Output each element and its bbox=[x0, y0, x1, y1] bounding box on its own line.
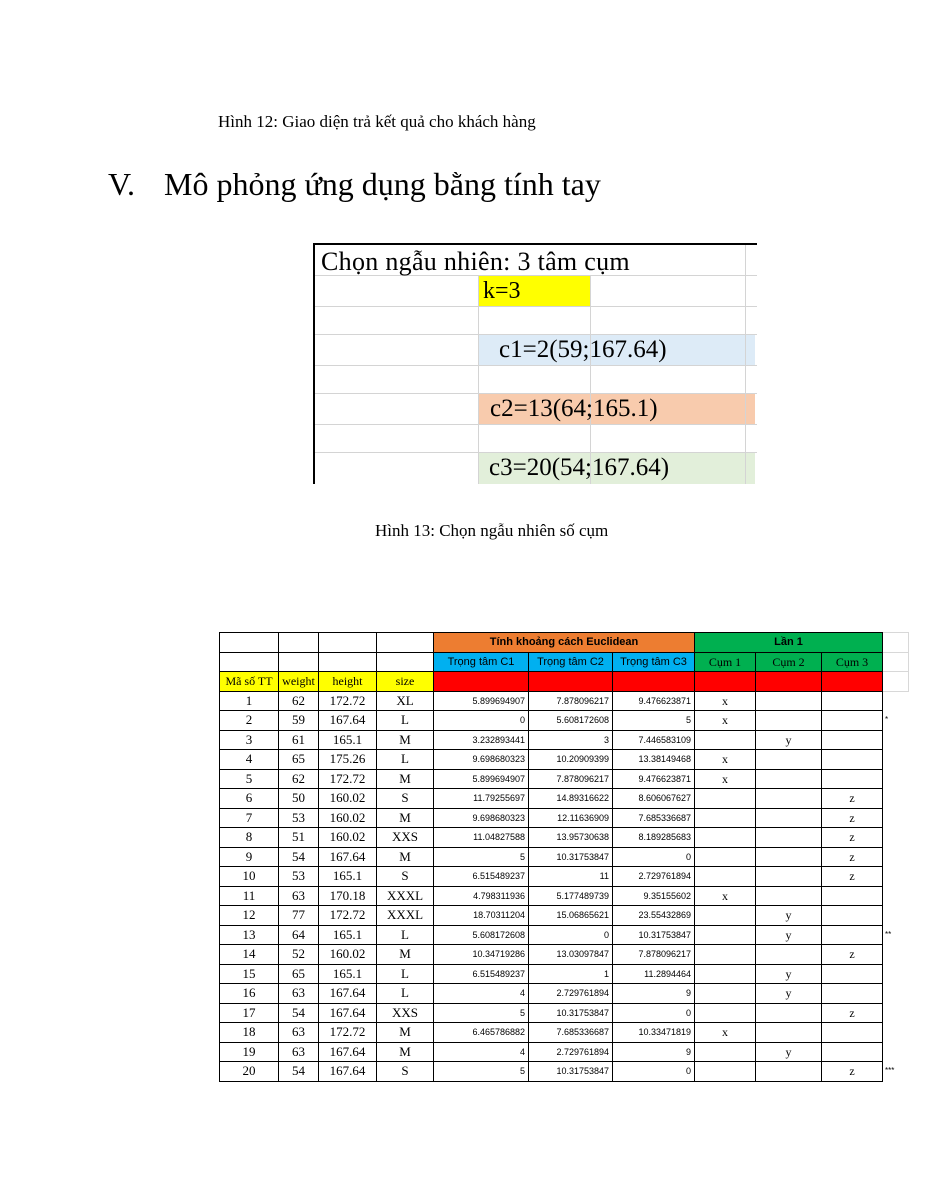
distance-c1: 6.515489237 bbox=[434, 964, 529, 984]
row-size: XXS bbox=[377, 828, 434, 848]
row-size: M bbox=[377, 945, 434, 965]
distance-c2: 11 bbox=[529, 867, 613, 887]
distance-c3: 7.878096217 bbox=[613, 945, 695, 965]
cluster-1-mark bbox=[695, 1042, 756, 1062]
row-weight: 65 bbox=[279, 964, 319, 984]
row-id: 11 bbox=[220, 886, 279, 906]
header-centroid-c2: Trọng tâm C2 bbox=[529, 652, 613, 672]
row-size: S bbox=[377, 867, 434, 887]
cluster-3-mark: z bbox=[822, 828, 883, 848]
row-id: 9 bbox=[220, 847, 279, 867]
cluster-2-mark: y bbox=[756, 906, 822, 926]
distance-c3: 0 bbox=[613, 1003, 695, 1023]
row-size: XL bbox=[377, 691, 434, 711]
distance-c3: 23.55432869 bbox=[613, 906, 695, 926]
distance-c1: 11.79255697 bbox=[434, 789, 529, 809]
row-weight: 53 bbox=[279, 808, 319, 828]
row-height: 167.64 bbox=[319, 1062, 377, 1082]
row-height: 172.72 bbox=[319, 691, 377, 711]
distance-c2: 13.03097847 bbox=[529, 945, 613, 965]
row-height: 172.72 bbox=[319, 1023, 377, 1043]
distance-c3: 9.476623871 bbox=[613, 769, 695, 789]
distance-c2: 3 bbox=[529, 730, 613, 750]
table-row bbox=[220, 1062, 909, 1082]
cluster-1-mark bbox=[695, 828, 756, 848]
row-weight: 54 bbox=[279, 1003, 319, 1023]
distance-c2: 13.95730638 bbox=[529, 828, 613, 848]
k-value: k=3 bbox=[483, 278, 521, 304]
table-row bbox=[220, 750, 909, 770]
row-id: 13 bbox=[220, 925, 279, 945]
row-height: 170.18 bbox=[319, 886, 377, 906]
distance-c2: 10.31753847 bbox=[529, 1062, 613, 1082]
cluster-1-mark bbox=[695, 945, 756, 965]
row-note: *** bbox=[885, 1066, 895, 1076]
distance-c3: 7.685336687 bbox=[613, 808, 695, 828]
row-height: 165.1 bbox=[319, 925, 377, 945]
row-height: 167.64 bbox=[319, 984, 377, 1004]
cluster-3-mark: z bbox=[822, 789, 883, 809]
row-id: 1 bbox=[220, 691, 279, 711]
row-weight: 62 bbox=[279, 691, 319, 711]
distance-c1: 9.698680323 bbox=[434, 808, 529, 828]
group-header-row bbox=[220, 633, 909, 653]
table-row bbox=[220, 964, 909, 984]
row-note bbox=[883, 906, 909, 926]
column-header-row bbox=[220, 672, 909, 692]
cluster-2-mark bbox=[756, 886, 822, 906]
row-note bbox=[883, 828, 909, 848]
row-weight: 65 bbox=[279, 750, 319, 770]
figure-12-caption: Hình 12: Giao diện trả kết quả cho khách hàng bbox=[218, 112, 536, 131]
row-size: L bbox=[377, 964, 434, 984]
table-row bbox=[220, 789, 909, 809]
row-weight: 63 bbox=[279, 886, 319, 906]
cluster-1-mark bbox=[695, 1062, 756, 1082]
cluster-3-mark: z bbox=[822, 945, 883, 965]
distance-c1: 9.698680323 bbox=[434, 750, 529, 770]
row-height: 167.64 bbox=[319, 1003, 377, 1023]
row-note bbox=[883, 1023, 909, 1043]
cluster-2-mark bbox=[756, 750, 822, 770]
row-size: S bbox=[377, 789, 434, 809]
distance-c1: 0 bbox=[434, 711, 529, 731]
distance-c2: 2.729761894 bbox=[529, 1042, 613, 1062]
header-id: Mã số TT bbox=[220, 672, 279, 692]
cluster-1-mark bbox=[695, 964, 756, 984]
distance-c3: 10.31753847 bbox=[613, 925, 695, 945]
row-weight: 63 bbox=[279, 1023, 319, 1043]
row-size: M bbox=[377, 730, 434, 750]
distance-c3: 9 bbox=[613, 984, 695, 1004]
center-c2: c2=13(64;165.1) bbox=[490, 395, 658, 422]
row-weight: 63 bbox=[279, 1042, 319, 1062]
figure-13-cluster-centers bbox=[313, 243, 757, 484]
distance-group-header: Tính khoảng cách Euclidean bbox=[434, 633, 695, 653]
row-height: 165.1 bbox=[319, 964, 377, 984]
figure-13-title: Chọn ngẫu nhiên: 3 tâm cụm bbox=[321, 247, 630, 276]
distance-c1: 4 bbox=[434, 984, 529, 1004]
cluster-1-mark bbox=[695, 906, 756, 926]
row-id: 20 bbox=[220, 1062, 279, 1082]
cluster-2-mark bbox=[756, 769, 822, 789]
distance-c2: 5.177489739 bbox=[529, 886, 613, 906]
row-note: ** bbox=[885, 929, 892, 939]
distance-c3: 0 bbox=[613, 847, 695, 867]
distance-c1: 4 bbox=[434, 1042, 529, 1062]
distance-c1: 5.899694907 bbox=[434, 691, 529, 711]
distance-c3: 9.476623871 bbox=[613, 691, 695, 711]
row-id: 12 bbox=[220, 906, 279, 926]
cluster-3-mark bbox=[822, 730, 883, 750]
iteration-group-header: Lần 1 bbox=[695, 633, 883, 653]
distance-c1: 10.34719286 bbox=[434, 945, 529, 965]
cluster-2-mark bbox=[756, 847, 822, 867]
cluster-3-mark bbox=[822, 691, 883, 711]
distance-c3: 0 bbox=[613, 1062, 695, 1082]
row-size: M bbox=[377, 808, 434, 828]
distance-c3: 11.2894464 bbox=[613, 964, 695, 984]
row-note bbox=[883, 750, 909, 770]
cluster-2-mark bbox=[756, 1062, 822, 1082]
row-id: 10 bbox=[220, 867, 279, 887]
cluster-2-mark: y bbox=[756, 964, 822, 984]
row-note bbox=[883, 769, 909, 789]
row-weight: 54 bbox=[279, 847, 319, 867]
distance-c2: 10.31753847 bbox=[529, 847, 613, 867]
cluster-2-mark bbox=[756, 1023, 822, 1043]
row-height: 175.26 bbox=[319, 750, 377, 770]
cluster-2-mark: y bbox=[756, 1042, 822, 1062]
row-weight: 50 bbox=[279, 789, 319, 809]
cluster-3-mark bbox=[822, 1023, 883, 1043]
center-c3: c3=20(54;167.64) bbox=[489, 454, 670, 481]
row-size: L bbox=[377, 750, 434, 770]
row-height: 167.64 bbox=[319, 847, 377, 867]
distance-c1: 18.70311204 bbox=[434, 906, 529, 926]
row-id: 7 bbox=[220, 808, 279, 828]
row-id: 18 bbox=[220, 1023, 279, 1043]
header-height: height bbox=[319, 672, 377, 692]
distance-c2: 15.06865621 bbox=[529, 906, 613, 926]
cluster-1-mark: x bbox=[695, 886, 756, 906]
center-c1: c1=2(59;167.64) bbox=[499, 336, 667, 363]
distance-c1: 5 bbox=[434, 1003, 529, 1023]
cluster-2-mark bbox=[756, 808, 822, 828]
table-row bbox=[220, 691, 909, 711]
row-height: 172.72 bbox=[319, 769, 377, 789]
distance-c3: 2.729761894 bbox=[613, 867, 695, 887]
cluster-3-mark bbox=[822, 886, 883, 906]
section-number: V. bbox=[108, 166, 135, 202]
row-note bbox=[883, 847, 909, 867]
table-row bbox=[220, 769, 909, 789]
distance-c3: 5 bbox=[613, 711, 695, 731]
distance-c2: 5.608172608 bbox=[529, 711, 613, 731]
header-cluster-3: Cụm 3 bbox=[822, 652, 883, 672]
row-height: 165.1 bbox=[319, 730, 377, 750]
distance-c2: 10.31753847 bbox=[529, 1003, 613, 1023]
row-note bbox=[883, 964, 909, 984]
row-weight: 53 bbox=[279, 867, 319, 887]
row-note bbox=[883, 808, 909, 828]
row-size: XXXL bbox=[377, 886, 434, 906]
row-note bbox=[883, 691, 909, 711]
table-row bbox=[220, 906, 909, 926]
cluster-3-mark: z bbox=[822, 867, 883, 887]
row-size: L bbox=[377, 925, 434, 945]
cluster-2-mark: y bbox=[756, 984, 822, 1004]
row-size: M bbox=[377, 1023, 434, 1043]
sub-header-row bbox=[220, 652, 909, 672]
row-size: XXXL bbox=[377, 906, 434, 926]
distance-c1: 11.04827588 bbox=[434, 828, 529, 848]
table-row bbox=[220, 1023, 909, 1043]
cluster-3-mark: z bbox=[822, 808, 883, 828]
header-weight: weight bbox=[279, 672, 319, 692]
cluster-1-mark bbox=[695, 808, 756, 828]
table-row bbox=[220, 1042, 909, 1062]
cluster-2-mark bbox=[756, 867, 822, 887]
row-id: 19 bbox=[220, 1042, 279, 1062]
distance-c3: 10.33471819 bbox=[613, 1023, 695, 1043]
row-note: * bbox=[885, 715, 889, 725]
distance-c3: 8.189285683 bbox=[613, 828, 695, 848]
row-id: 15 bbox=[220, 964, 279, 984]
row-weight: 59 bbox=[279, 711, 319, 731]
header-centroid-c1: Trọng tâm C1 bbox=[434, 652, 529, 672]
cluster-2-mark bbox=[756, 691, 822, 711]
cluster-3-mark bbox=[822, 769, 883, 789]
distance-c2: 14.89316622 bbox=[529, 789, 613, 809]
cluster-2-mark bbox=[756, 711, 822, 731]
cluster-3-mark bbox=[822, 1042, 883, 1062]
section-heading bbox=[108, 166, 601, 203]
row-weight: 61 bbox=[279, 730, 319, 750]
cluster-1-mark: x bbox=[695, 750, 756, 770]
row-height: 160.02 bbox=[319, 945, 377, 965]
row-height: 172.72 bbox=[319, 906, 377, 926]
row-size: L bbox=[377, 711, 434, 731]
section-title: Mô phỏng ứng dụng bằng tính tay bbox=[164, 166, 601, 202]
row-note bbox=[883, 886, 909, 906]
row-weight: 62 bbox=[279, 769, 319, 789]
row-note bbox=[883, 1042, 909, 1062]
row-id: 17 bbox=[220, 1003, 279, 1023]
distance-c2: 7.685336687 bbox=[529, 1023, 613, 1043]
cluster-3-mark: z bbox=[822, 1003, 883, 1023]
distance-c1: 5 bbox=[434, 847, 529, 867]
kmeans-distance-table bbox=[219, 632, 909, 1082]
header-cluster-2: Cụm 2 bbox=[756, 652, 822, 672]
cluster-1-mark bbox=[695, 1003, 756, 1023]
row-id: 5 bbox=[220, 769, 279, 789]
distance-c2: 0 bbox=[529, 925, 613, 945]
cluster-1-mark bbox=[695, 867, 756, 887]
cluster-3-mark bbox=[822, 711, 883, 731]
row-note bbox=[883, 945, 909, 965]
cluster-1-mark bbox=[695, 789, 756, 809]
table-row bbox=[220, 984, 909, 1004]
table-row bbox=[220, 828, 909, 848]
distance-c3: 7.446583109 bbox=[613, 730, 695, 750]
cluster-1-mark bbox=[695, 925, 756, 945]
distance-c1: 6.515489237 bbox=[434, 867, 529, 887]
row-id: 16 bbox=[220, 984, 279, 1004]
table-row bbox=[220, 730, 909, 750]
distance-c1: 5.608172608 bbox=[434, 925, 529, 945]
row-size: M bbox=[377, 769, 434, 789]
cluster-3-mark bbox=[822, 750, 883, 770]
cluster-3-mark bbox=[822, 906, 883, 926]
figure-13-caption: Hình 13: Chọn ngẫu nhiên số cụm bbox=[375, 521, 609, 540]
distance-c2: 1 bbox=[529, 964, 613, 984]
table-row bbox=[220, 886, 909, 906]
cluster-3-mark bbox=[822, 964, 883, 984]
cluster-1-mark bbox=[695, 984, 756, 1004]
distance-c2: 10.20909399 bbox=[529, 750, 613, 770]
cluster-1-mark: x bbox=[695, 691, 756, 711]
distance-c1: 3.232893441 bbox=[434, 730, 529, 750]
row-note bbox=[883, 730, 909, 750]
table-row bbox=[220, 1003, 909, 1023]
row-note bbox=[883, 984, 909, 1004]
table-row bbox=[220, 847, 909, 867]
cluster-3-mark bbox=[822, 925, 883, 945]
table-row bbox=[220, 867, 909, 887]
cluster-1-mark: x bbox=[695, 769, 756, 789]
table-row bbox=[220, 945, 909, 965]
cluster-2-mark bbox=[756, 1003, 822, 1023]
distance-c2: 7.878096217 bbox=[529, 769, 613, 789]
row-height: 160.02 bbox=[319, 828, 377, 848]
row-id: 6 bbox=[220, 789, 279, 809]
cluster-2-mark: y bbox=[756, 730, 822, 750]
table-row bbox=[220, 925, 909, 945]
distance-c3: 8.606067627 bbox=[613, 789, 695, 809]
cluster-1-mark bbox=[695, 847, 756, 867]
row-id: 2 bbox=[220, 711, 279, 731]
cluster-3-mark: z bbox=[822, 1062, 883, 1082]
cluster-2-mark bbox=[756, 945, 822, 965]
header-centroid-c3: Trọng tâm C3 bbox=[613, 652, 695, 672]
cluster-1-mark bbox=[695, 730, 756, 750]
distance-c2: 7.878096217 bbox=[529, 691, 613, 711]
row-size: L bbox=[377, 984, 434, 1004]
cluster-3-mark bbox=[822, 984, 883, 1004]
row-height: 160.02 bbox=[319, 789, 377, 809]
row-size: XXS bbox=[377, 1003, 434, 1023]
table-row bbox=[220, 808, 909, 828]
distance-c3: 13.38149468 bbox=[613, 750, 695, 770]
cluster-3-mark: z bbox=[822, 847, 883, 867]
row-id: 8 bbox=[220, 828, 279, 848]
row-note bbox=[883, 789, 909, 809]
cluster-2-mark: y bbox=[756, 925, 822, 945]
row-id: 3 bbox=[220, 730, 279, 750]
cluster-1-mark: x bbox=[695, 711, 756, 731]
row-height: 167.64 bbox=[319, 711, 377, 731]
header-size: size bbox=[377, 672, 434, 692]
row-weight: 51 bbox=[279, 828, 319, 848]
distance-c2: 12.11636909 bbox=[529, 808, 613, 828]
row-size: M bbox=[377, 1042, 434, 1062]
row-note bbox=[883, 867, 909, 887]
row-weight: 54 bbox=[279, 1062, 319, 1082]
row-weight: 77 bbox=[279, 906, 319, 926]
row-size: S bbox=[377, 1062, 434, 1082]
row-height: 167.64 bbox=[319, 1042, 377, 1062]
cluster-2-mark bbox=[756, 789, 822, 809]
cluster-1-mark: x bbox=[695, 1023, 756, 1043]
row-id: 4 bbox=[220, 750, 279, 770]
row-id: 14 bbox=[220, 945, 279, 965]
row-weight: 63 bbox=[279, 984, 319, 1004]
header-cluster-1: Cụm 1 bbox=[695, 652, 756, 672]
row-height: 160.02 bbox=[319, 808, 377, 828]
distance-c1: 5.899694907 bbox=[434, 769, 529, 789]
cluster-2-mark bbox=[756, 828, 822, 848]
row-size: M bbox=[377, 847, 434, 867]
row-note bbox=[883, 1003, 909, 1023]
row-weight: 52 bbox=[279, 945, 319, 965]
distance-c3: 9.35155602 bbox=[613, 886, 695, 906]
row-weight: 64 bbox=[279, 925, 319, 945]
distance-c2: 2.729761894 bbox=[529, 984, 613, 1004]
table-row bbox=[220, 711, 909, 731]
distance-c1: 4.798311936 bbox=[434, 886, 529, 906]
distance-c3: 9 bbox=[613, 1042, 695, 1062]
distance-c1: 5 bbox=[434, 1062, 529, 1082]
row-height: 165.1 bbox=[319, 867, 377, 887]
distance-c1: 6.465786882 bbox=[434, 1023, 529, 1043]
